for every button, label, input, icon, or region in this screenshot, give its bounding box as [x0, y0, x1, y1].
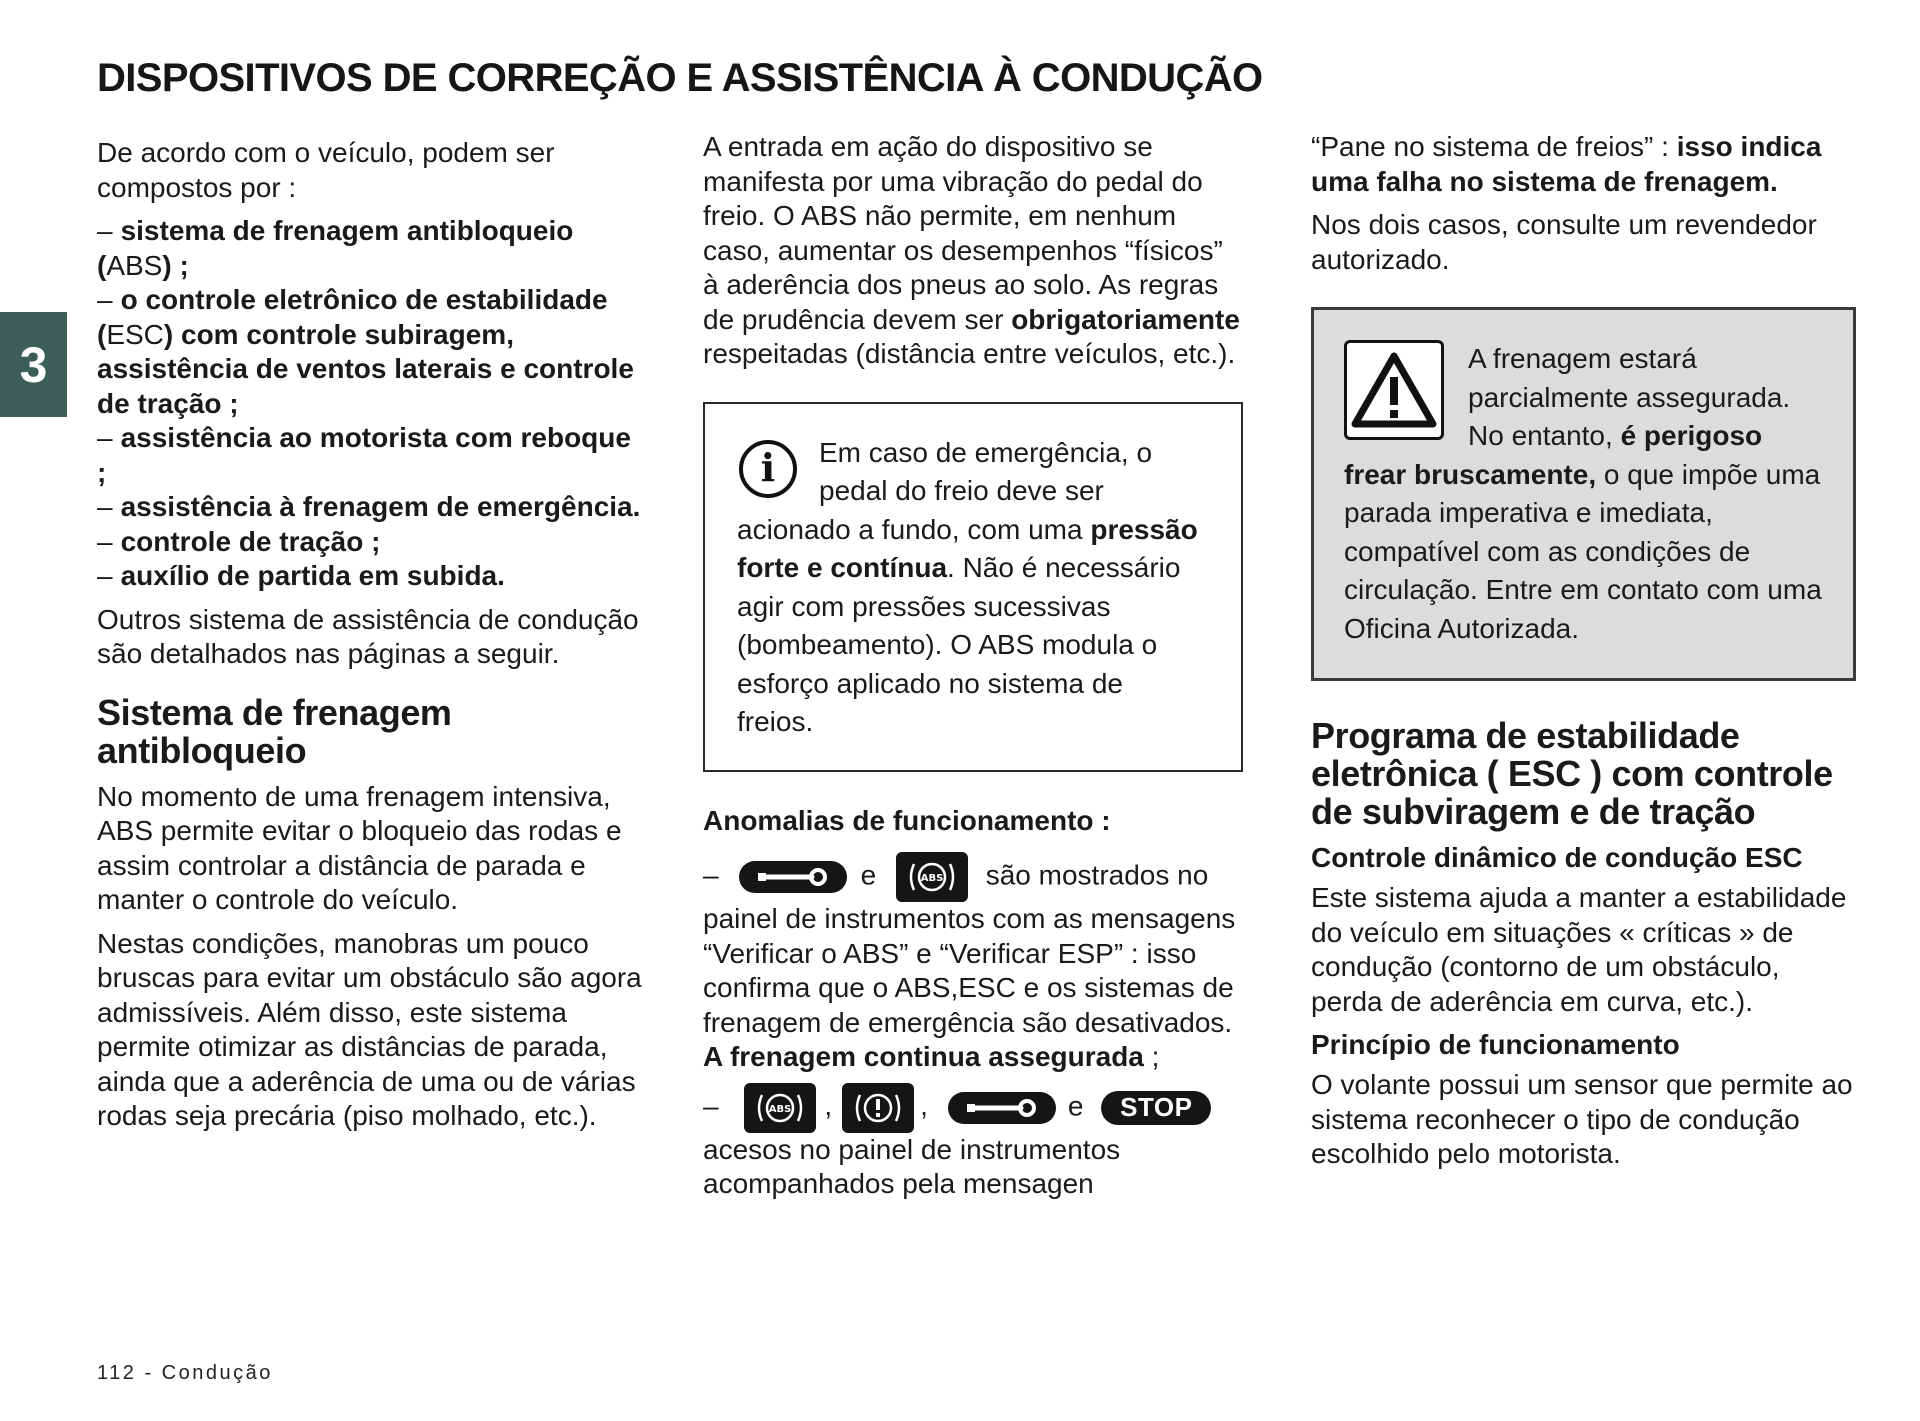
subheading-principle: Princípio de funcionamento — [1311, 1029, 1680, 1060]
abs-paragraph-2: Nestas condições, manobras um pouco bruscas para evitar um obstáculo são agora admissíveis. Além disso, este sistema permite otimizar as distâncias de parada, ainda que a aderência de uma ou de várias rodas seja precária (piso molhado, etc.). — [97, 927, 642, 1131]
section-heading-abs: Sistema de frenagem antibloqueio — [97, 691, 452, 771]
principle-paragraph: O volante possui um sensor que permite ao sistema reconhecer o tipo de condução escolhido pelo motorista. — [1311, 1069, 1853, 1169]
column-3 — [1311, 130, 1856, 1181]
other-systems-paragraph: Outros sistema de assistência de condução são detalhados nas páginas a seguir. — [97, 603, 639, 669]
page-title: DISPOSITIVOS DE CORREÇÃO E ASSISTÊNCIA À CONDUÇÃO — [97, 56, 1263, 100]
list-item-hill-start: – auxílio de partida em subida. — [97, 560, 505, 591]
column-1 — [97, 136, 642, 1143]
anomaly-item-2: – ABS , , e STOP acesos no painel de instrumentos acompanhados pela mensagen — [703, 1083, 1243, 1202]
svg-text:ABS: ABS — [920, 873, 944, 884]
wrench-icon-2 — [948, 1092, 1056, 1124]
anomaly-item-1: – e ABS são mostrados no painel de instrumentos com as mensagens “Verificar o ABS” e “Verificar ESP” : isso confirma que o ABS,ESC e os sistemas de frenagem de emergência são desativados. A frenagem continua assegurada ; — [703, 852, 1243, 1075]
column-2 — [703, 130, 1243, 1211]
page-footer: 112 - Condução — [97, 1362, 273, 1384]
chapter-tab: 3 — [0, 312, 67, 417]
brake-warning-icon — [842, 1083, 914, 1133]
abs-warning-icon — [896, 852, 968, 902]
abs-warning-icon-2 — [744, 1083, 816, 1133]
subheading-esc-control: Controle dinâmico de condução ESC — [1311, 842, 1803, 873]
info-icon: i — [739, 440, 797, 498]
anomalies-title: Anomalias de funcionamento : — [703, 804, 1111, 836]
warning-triangle-icon — [1344, 340, 1444, 440]
consult-dealer-paragraph: Nos dois casos, consulte um revendedor autorizado. — [1311, 209, 1817, 275]
stop-icon: STOP — [1101, 1091, 1211, 1125]
list-item-abs: – sistema de frenagem antibloqueio (ABS) ; — [97, 215, 574, 281]
warning-box: A frenagem estará parcialmente assegurada. No entanto, é perigoso frear bruscamente, o que impõe uma parada imperativa e imediata, compatível com as condições de circulação. Entre em contato com uma Oficina Autorizada. — [1311, 307, 1856, 681]
list-item-trailer-assist: – assistência ao motorista com reboque ; — [97, 422, 631, 488]
esc-paragraph: Este sistema ajuda a manter a estabilidade do veículo em situações « críticas » de condução (contorno de um obstáculo, perda de aderência em curva, etc.). — [1311, 882, 1847, 1017]
info-box: i Em caso de emergência, o pedal do freio deve ser acionado a fundo, com uma pressão forte e contínua. Não é necessário agir com pressões sucessivas (bombeamento). O ABS modula o esforço aplicado no sistema de freios. — [703, 402, 1243, 772]
intro-paragraph: De acordo com o veículo, podem ser compostos por : — [97, 137, 555, 203]
list-item-esc: – o controle eletrônico de estabilidade (ESC) com controle subiragem, assistência de ventos laterais e controle de tração ; — [97, 284, 634, 419]
abs-paragraph-1: No momento de uma frenagem intensiva, ABS permite evitar o bloqueio das rodas e assim controlar a distância de parada e manter o controle do veículo. — [97, 780, 622, 915]
list-item-traction-control: – controle de tração ; — [97, 525, 381, 557]
brake-failure-paragraph: “Pane no sistema de freios” : isso indica uma falha no sistema de frenagem. — [1311, 131, 1822, 197]
list-item-emergency-brake: – assistência à frenagem de emergência. — [97, 491, 641, 522]
section-heading-esc: Programa de estabilidade eletrônica ( ESC ) com controle de subviragem e de tração — [1311, 715, 1833, 832]
svg-text:ABS: ABS — [769, 1103, 792, 1115]
abs-activation-paragraph: A entrada em ação do dispositivo se manifesta por uma vibração do pedal do freio. O ABS não permite, em nenhum caso, aumentar os desempenhos “físicos” à aderência dos pneus ao solo. As regras de prudência devem ser obrigatoriamente respeitadas (distância entre veículos, etc.). — [703, 131, 1240, 369]
wrench-icon — [739, 861, 847, 893]
